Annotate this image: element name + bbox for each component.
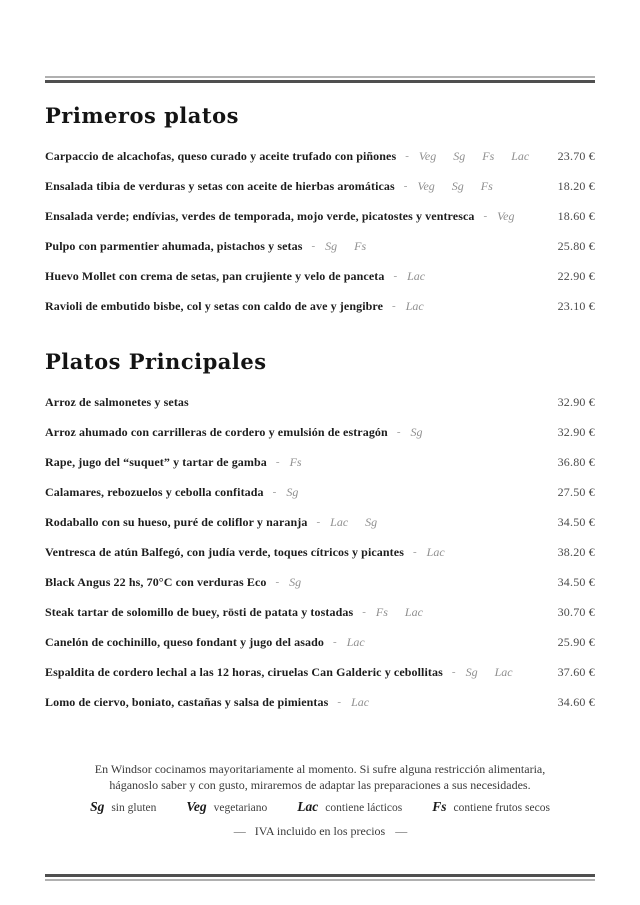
tag-separator: -: [392, 300, 396, 312]
dietary-tag: Lac: [404, 604, 423, 619]
menu-item-row: [45, 261, 595, 291]
legend-label: vegetariano: [213, 802, 268, 814]
dish-price: 18.20 €: [557, 178, 595, 193]
dish-price: 34.50 €: [557, 574, 595, 589]
tag-separator: -: [275, 576, 280, 588]
tag-separator: -: [272, 486, 277, 498]
menu-item-row: [45, 567, 595, 597]
dish-name: Calamares, rebozuelos y cebolla confitada: [45, 484, 264, 499]
dietary-tags: [347, 635, 365, 650]
menu-item-row: [45, 291, 595, 321]
dish-name: Arroz ahumado con carrilleras de cordero y emulsión de estragón: [45, 424, 388, 439]
dietary-tag: Fs: [354, 238, 367, 253]
dietary-tag: Fs: [482, 148, 495, 163]
dietary-tag: Veg: [417, 178, 435, 193]
section-title: Platos Principales: [45, 349, 267, 374]
menu-item-row: [45, 387, 595, 417]
dish-price: 32.90 €: [557, 424, 595, 439]
menu-section: [45, 346, 595, 717]
dietary-tag: Lac: [330, 514, 349, 529]
legend-label: contiene lácticos: [325, 802, 403, 814]
dish-name: Ensalada tibia de verduras y setas con aceite de hierbas aromáticas: [45, 178, 395, 193]
dietary-tags: [466, 665, 513, 680]
dish-name: Ventresca de atún Balfegó, con judía verde, toques cítricos y picantes: [45, 544, 404, 559]
section-title: Primeros platos: [45, 103, 239, 128]
legend-abbr: Lac: [297, 799, 319, 814]
legend-abbr: Veg: [186, 799, 207, 814]
top-divider: [45, 76, 595, 83]
vat-dash-right: —: [395, 824, 407, 838]
dish-name: Arroz de salmonetes y setas: [45, 394, 189, 409]
tag-separator: -: [275, 456, 280, 468]
legend-abbr: Fs: [432, 799, 447, 814]
dish-name: Rodaballo con su hueso, puré de coliflor y naranja: [45, 514, 308, 529]
dish-name: Carpaccio de alcachofas, queso curado y aceite trufado con piñones: [45, 148, 397, 163]
dish-name: Pulpo con parmentier ahumada, pistachos y setas: [45, 238, 303, 253]
dietary-tag: Fs: [289, 454, 302, 469]
tag-separator: -: [311, 240, 316, 252]
dish-price: 34.60 €: [557, 694, 595, 709]
tag-separator: -: [483, 210, 488, 222]
dish-price: 25.80 €: [557, 238, 595, 253]
dietary-tag: Sg: [365, 514, 378, 529]
dietary-tags: [417, 179, 492, 194]
tag-separator: -: [337, 696, 342, 708]
dietary-tags: [410, 425, 422, 440]
legend-item: [432, 799, 550, 815]
menu-item-row: [45, 477, 595, 507]
vat-dash-left: —: [233, 824, 245, 838]
dish-price: 36.80 €: [557, 454, 595, 469]
dietary-tags: [330, 515, 377, 530]
menu-item-row: [45, 657, 595, 687]
tag-separator: -: [316, 516, 321, 528]
dish-price: 38.20 €: [557, 544, 595, 559]
menu-item-row: [45, 687, 595, 717]
dish-name: Canelón de cochinillo, queso fondant y jugo del asado: [45, 634, 325, 649]
dish-name: Black Angus 22 hs, 70°C con verduras Eco: [45, 574, 267, 589]
dietary-tags: [427, 545, 445, 560]
dish-price: 25.90 €: [557, 634, 595, 649]
dish-name: Ravioli de embutido bisbe, col y setas con caldo de ave y jengibre: [45, 298, 384, 313]
dietary-tags: [497, 209, 514, 224]
menu-item-row: [45, 597, 595, 627]
dish-name: Rape, jugo del “suquet” y tartar de gamba: [45, 454, 267, 469]
menu-item-row: [45, 141, 595, 171]
dish-price: 32.90 €: [557, 394, 595, 409]
dietary-tag: Lac: [405, 298, 424, 313]
legend-item: [186, 799, 267, 815]
dietary-legend: [0, 799, 640, 815]
bottom-divider: [45, 874, 595, 881]
dietary-tags: [286, 485, 298, 500]
dish-name: Espaldita de cordero lechal a las 12 horas, ciruelas Can Galderic y cebollitas: [45, 664, 443, 679]
dish-price: 23.70 €: [557, 148, 595, 163]
tag-separator: -: [333, 636, 337, 648]
dietary-tag: Lac: [407, 268, 426, 283]
bottom-divider-light-line: [45, 879, 595, 881]
legend-item: [90, 799, 156, 815]
vat-note-text: IVA incluido en los precios: [254, 824, 386, 838]
dietary-tag: Sg: [410, 424, 423, 439]
dietary-tag: Lac: [346, 634, 365, 649]
vat-note: [0, 824, 640, 839]
menu-item-row: [45, 537, 595, 567]
menu-section: [45, 100, 595, 321]
dietary-tag: Veg: [497, 208, 515, 223]
menu-item-row: [45, 417, 595, 447]
dish-price: 23.10 €: [557, 298, 595, 313]
dish-name: Huevo Mollet con crema de setas, pan crujiente y velo de panceta: [45, 268, 385, 283]
tag-separator: -: [396, 426, 401, 438]
tag-separator: -: [393, 270, 398, 282]
tag-separator: -: [451, 666, 456, 678]
tag-separator: -: [405, 150, 409, 162]
legend-item: [297, 799, 402, 815]
dish-price: 27.50 €: [557, 484, 595, 499]
legend-abbr: Sg: [90, 799, 105, 814]
dietary-tag: Lac: [351, 694, 370, 709]
tag-separator: -: [412, 546, 417, 558]
menu-item-row: [45, 627, 595, 657]
kitchen-note: En Windsor cocinamos mayoritariamente al momento. Si sufre alguna restricción alimentaria, háganoslo saber y con gusto, miraremos de adaptar las preparaciones a sus necesidades.: [94, 762, 546, 792]
section-items: [45, 141, 595, 321]
dietary-tag: Sg: [286, 484, 299, 499]
dietary-tags: [419, 149, 529, 164]
dietary-tag: Lac: [494, 664, 513, 679]
dietary-tags: [407, 269, 425, 284]
menu-sections: [45, 100, 595, 717]
dietary-tag: Veg: [418, 148, 437, 163]
dietary-tag: Sg: [289, 574, 302, 589]
dietary-tags: [290, 455, 302, 470]
dietary-tag: Sg: [465, 664, 478, 679]
dietary-tag: Lac: [511, 148, 530, 163]
legend-label: sin gluten: [111, 802, 157, 814]
top-divider-dark-line: [45, 80, 595, 83]
dish-price: 18.60 €: [557, 208, 595, 223]
dish-name: Ensalada verde; endívias, verdes de temporada, mojo verde, picatostes y ventresca: [45, 208, 475, 223]
menu-item-row: [45, 171, 595, 201]
dish-price: 22.90 €: [557, 268, 595, 283]
dish-price: 30.70 €: [557, 604, 595, 619]
menu-item-row: [45, 447, 595, 477]
dietary-tags: [325, 239, 366, 254]
legend-label: contiene frutos secos: [453, 802, 550, 814]
dietary-tag: Lac: [426, 544, 445, 559]
dish-price: 37.60 €: [557, 664, 595, 679]
dietary-tag: Fs: [375, 604, 388, 619]
dish-name: Lomo de ciervo, boniato, castañas y salsa de pimientas: [45, 694, 329, 709]
menu-item-row: [45, 231, 595, 261]
menu-item-row: [45, 201, 595, 231]
dietary-tags: [376, 605, 423, 620]
dietary-tag: Sg: [325, 238, 338, 253]
dietary-tag: Fs: [480, 178, 493, 193]
dietary-tags: [406, 299, 424, 314]
dish-name: Steak tartar de solomillo de buey, rösti de patata y tostadas: [45, 604, 354, 619]
dietary-tag: Sg: [451, 178, 464, 193]
dish-price: 34.50 €: [557, 514, 595, 529]
dietary-tags: [351, 695, 369, 710]
section-items: [45, 387, 595, 717]
dietary-tags: [289, 575, 301, 590]
menu-item-row: [45, 507, 595, 537]
tag-separator: -: [403, 180, 408, 192]
tag-separator: -: [362, 606, 366, 618]
dietary-tag: Sg: [453, 148, 466, 163]
